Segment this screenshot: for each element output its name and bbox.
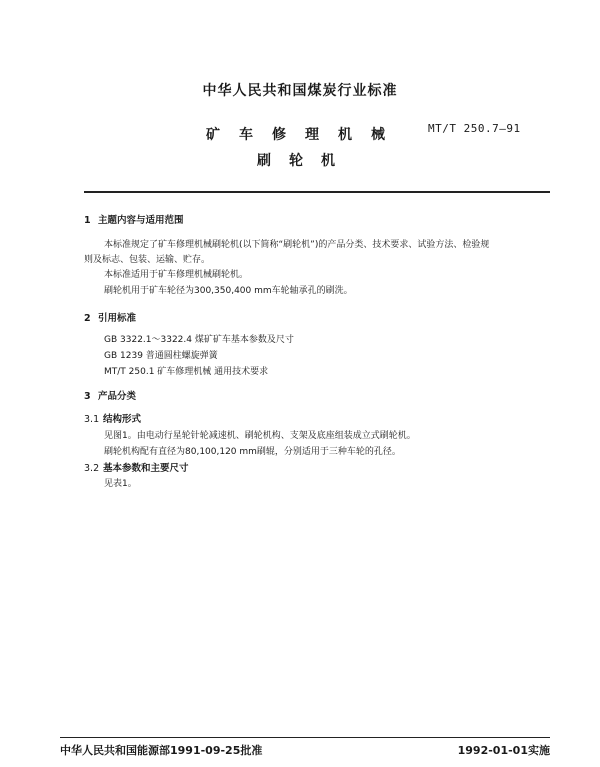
section-2-heading bbox=[84, 310, 136, 324]
section-number: 3 bbox=[84, 391, 91, 402]
standard-code: MT/T 250.7—91 bbox=[428, 122, 521, 135]
reference-item: MT/T 250.1 矿车修理机械 通用技术要求 bbox=[104, 367, 269, 377]
section-number: 1 bbox=[84, 215, 91, 226]
section-1-heading bbox=[84, 212, 184, 226]
paragraph-line: 本标准规定了矿车修理机械刷轮机(以下简称“刷轮机”)的产品分类、技术要求、试验方法、检验规 bbox=[104, 240, 490, 250]
subsection-3-2-heading bbox=[84, 460, 189, 474]
paragraph: 见表1。 bbox=[104, 479, 137, 489]
section-title: 产品分类 bbox=[98, 391, 137, 402]
subsection-title: 基本参数和主要尺寸 bbox=[103, 463, 189, 474]
header-divider bbox=[84, 191, 550, 193]
paragraph: 本标准适用于矿车修理机械刷轮机。 bbox=[104, 270, 249, 280]
footer-divider bbox=[60, 737, 550, 738]
section-3-heading bbox=[84, 388, 136, 402]
section-number: 2 bbox=[84, 313, 91, 324]
paragraph-line: 则及标志、包装、运输、贮存。 bbox=[84, 255, 211, 265]
reference-item: GB 1239 普通圆柱螺旋弹簧 bbox=[104, 351, 218, 361]
section-title: 引用标准 bbox=[98, 313, 137, 324]
subsection-number: 3.2 bbox=[84, 463, 100, 474]
reference-item: GB 3322.1～3322.4 煤矿矿车基本参数及尺寸 bbox=[104, 335, 294, 345]
paragraph: 刷轮机用于矿车轮径为300,350,400 mm车轮轴承孔的刷洗。 bbox=[104, 286, 353, 296]
subsection-3-1-heading bbox=[84, 411, 141, 425]
subsection-title: 结构形式 bbox=[103, 414, 142, 425]
paragraph: 见图1。由电动行星轮针轮减速机、刷轮机构、支架及底座组装成立式刷轮机。 bbox=[104, 431, 416, 441]
approval-date: 中华人民共和国能源部1991-09-25批准 bbox=[60, 744, 263, 757]
issuing-authority-title: 中华人民共和国煤炭行业标准 bbox=[202, 83, 398, 99]
implementation-date: 1992-01-01实施 bbox=[457, 744, 550, 757]
section-title: 主题内容与适用范围 bbox=[98, 215, 184, 226]
document-title-line2: 刷轮机 bbox=[257, 153, 353, 169]
subsection-number: 3.1 bbox=[84, 414, 100, 425]
document-title-line1: 矿车修理机械 bbox=[206, 127, 404, 143]
paragraph: 刷轮机构配有直径为80,100,120 mm刷辊，分别适用于三种车轮的孔径。 bbox=[104, 447, 401, 457]
